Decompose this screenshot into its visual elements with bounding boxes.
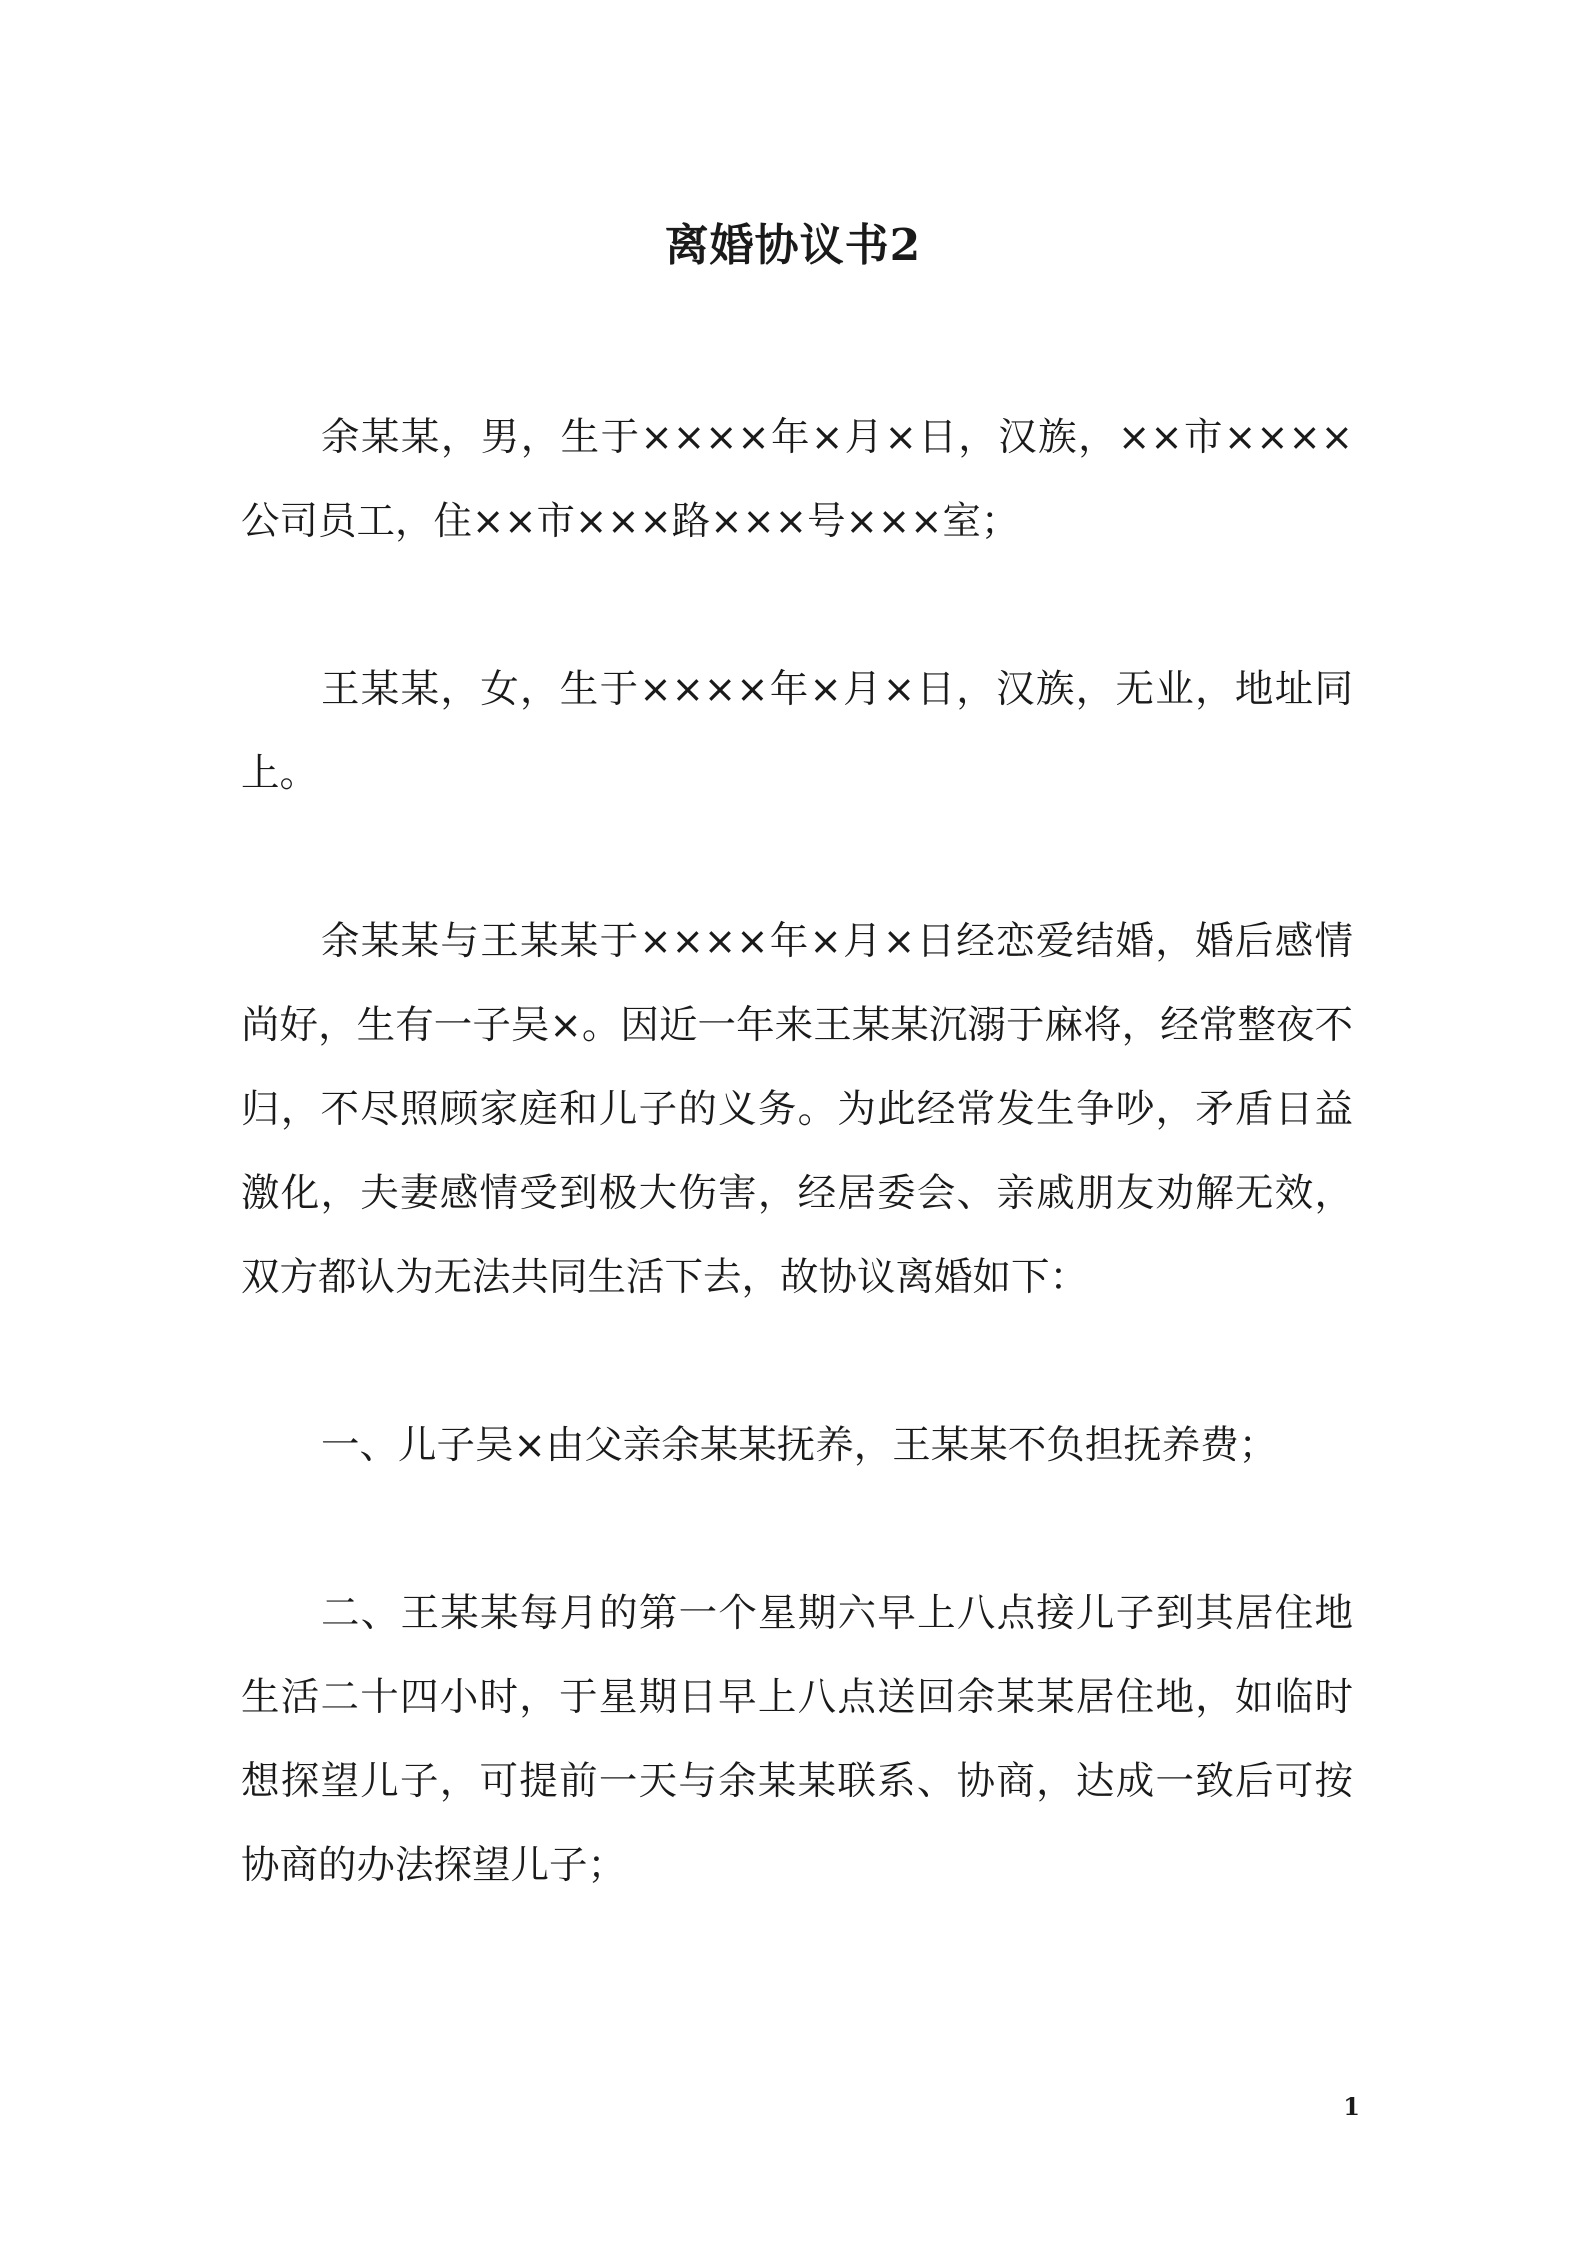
paragraph-clause-2: 二、王某某每月的第一个星期六早上八点接儿子到其居住地生活二十四小时，于星期日早上八点送回余某某居住地，如临时想探望儿子，可提前一天与余某某联系、协商，达成一致后可按协商的办法探望儿子； xyxy=(241,1591,1353,1888)
paragraph-party-wife: 王某某，女，生于××××年×月×日，汉族，无业，地址同上。 xyxy=(241,667,1353,796)
paragraph-clause-1: 一、儿子吴×由父亲余某某抚养，王某某不负担抚养费； xyxy=(321,1423,1278,1468)
paragraph-party-husband: 余某某，男，生于××××年×月×日，汉族，××市××××公司员工，住××市×××路×××号×××室； xyxy=(241,415,1353,544)
page-number: 1 xyxy=(1343,2092,1360,2121)
paragraph-background: 余某某与王某某于××××年×月×日经恋爱结婚，婚后感情尚好，生有一子吴×。因近一年来王某某沉溺于麻将，经常整夜不归，不尽照顾家庭和儿子的义务。为此经常发生争吵，矛盾日益激化，夫妻感情受到极大伤害，经居委会、亲戚朋友劝解无效，双方都认为无法共同生活下去，故协议离婚如下： xyxy=(241,919,1353,1300)
document-title: 离婚协议书2 xyxy=(664,220,922,271)
